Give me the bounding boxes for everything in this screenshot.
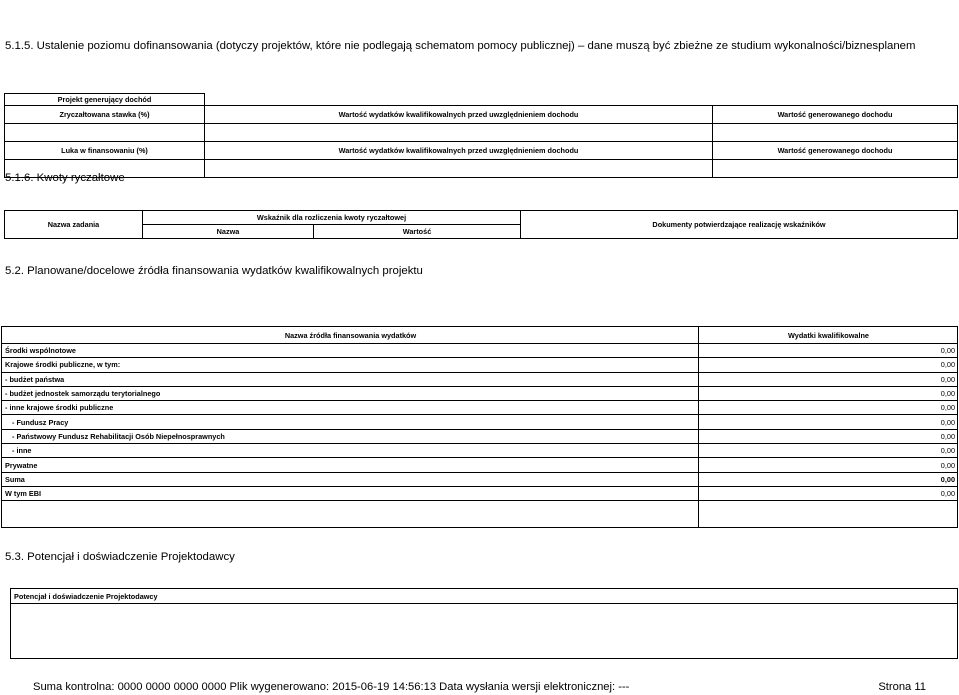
- source-row-label: Środki wspólnotowe: [2, 344, 699, 358]
- section-52-title: 5.2. Planowane/docelowe źródła finansowania wydatków kwalifikowalnych projektu: [5, 265, 423, 277]
- documents-header: Dokumenty potwierdzające realizację wskaźników: [521, 211, 958, 239]
- source-row-value: 0,00: [699, 344, 958, 358]
- indicator-header: Wskaźnik dla rozliczenia kwoty ryczałtowej: [143, 211, 521, 225]
- source-row-label: Krajowe środki publiczne, w tym:: [2, 358, 699, 372]
- source-row-value: 0,00: [699, 458, 958, 472]
- source-row-value: 0,00: [699, 444, 958, 458]
- generated-income-label: Wartość generowanego dochodu: [713, 142, 958, 160]
- source-row-label: - Fundusz Pracy: [2, 415, 699, 429]
- source-row-label: - inne krajowe środki publiczne: [2, 401, 699, 415]
- source-row-value: 0,00: [699, 401, 958, 415]
- generated-income-label: Wartość generowanego dochodu: [713, 106, 958, 124]
- source-row-label: Prywatne: [2, 458, 699, 472]
- source-row-label: W tym EBI: [2, 486, 699, 500]
- eligible-expenses-header: Wydatki kwalifikowalne: [699, 327, 958, 344]
- funding-gap-label: Luka w finansowaniu (%): [5, 142, 205, 160]
- page-number: Strona 11: [878, 681, 926, 693]
- source-row-value: 0,00: [699, 372, 958, 386]
- source-row-value: 0,00: [699, 386, 958, 400]
- potential-table: [10, 588, 958, 659]
- source-row-label: - budżet jednostek samorządu terytorialnego: [2, 386, 699, 400]
- section-516-title: 5.1.6. Kwoty ryczałtowe: [5, 172, 125, 184]
- source-row-value: 0,00: [699, 486, 958, 500]
- eligible-before-income-label: Wartość wydatków kwalifikowalnych przed uwzględnieniem dochodu: [205, 106, 713, 124]
- income-header: Projekt generujący dochód: [5, 94, 205, 106]
- source-row-label: - inne: [2, 444, 699, 458]
- source-name-header: Nazwa źródła finansowania wydatków: [2, 327, 699, 344]
- funding-sources-table: [1, 326, 958, 528]
- eligible-before-income-label: Wartość wydatków kwalifikowalnych przed uwzględnieniem dochodu: [205, 142, 713, 160]
- indicator-value-header: Wartość: [314, 225, 521, 239]
- source-row-value: 0,00: [699, 415, 958, 429]
- source-row-value: 0,00: [699, 429, 958, 443]
- source-row-label: - budżet państwa: [2, 372, 699, 386]
- task-name-header: Nazwa zadania: [5, 211, 143, 239]
- flat-rate-label: Zryczałtowana stawka (%): [5, 106, 205, 124]
- section-53-title: 5.3. Potencjał i doświadczenie Projektodawcy: [5, 551, 235, 563]
- indicator-name-header: Nazwa: [143, 225, 314, 239]
- sum-row-label: Suma: [2, 472, 699, 486]
- footer-checksum: Suma kontrolna: 0000 0000 0000 0000 Plik wygenerowano: 2015-06-19 14:56:13 Data wysłania wersji elektronicznej: ---: [33, 681, 630, 693]
- source-row-value: 0,00: [699, 358, 958, 372]
- page-footer: [33, 680, 926, 694]
- section-515-title: 5.1.5. Ustalenie poziomu dofinansowania (dotyczy projektów, które nie podlegają schematom pomocy publicznej) – dane muszą być zbieżne ze studium wykonalności/biznesplanem: [5, 40, 916, 52]
- sum-row-value: 0,00: [699, 472, 958, 486]
- lump-sum-table: [4, 210, 958, 239]
- potential-header: Potencjał i doświadczenie Projektodawcy: [11, 589, 958, 604]
- source-row-label: - Państwowy Fundusz Rehabilitacji Osób Niepełnosprawnych: [2, 429, 699, 443]
- income-table: [4, 93, 958, 178]
